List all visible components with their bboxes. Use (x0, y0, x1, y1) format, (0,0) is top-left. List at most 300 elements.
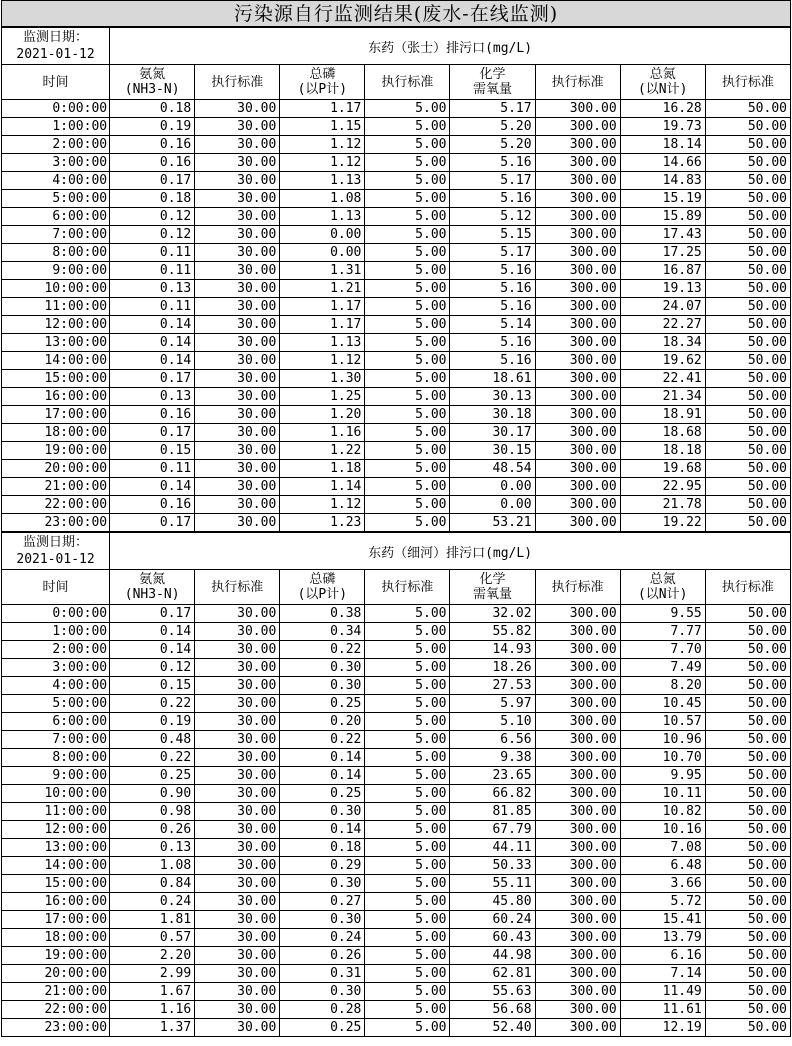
value-cell: 30.00 (195, 154, 280, 172)
value-cell: 50.00 (705, 424, 790, 442)
value-cell: 5.00 (365, 442, 450, 460)
value-cell: 5.00 (365, 226, 450, 244)
value-cell: 50.00 (705, 496, 790, 514)
time-cell: 16:00:00 (2, 893, 110, 911)
time-cell: 2:00:00 (2, 641, 110, 659)
value-cell: 5.00 (365, 623, 450, 641)
value-cell: 30.00 (195, 965, 280, 983)
value-cell: 5.00 (365, 514, 450, 532)
value-cell: 0.25 (280, 695, 365, 713)
value-cell: 5.00 (365, 172, 450, 190)
column-header-line1: 总氮 (649, 572, 676, 587)
value-cell: 44.98 (450, 947, 535, 965)
value-cell: 300.00 (535, 496, 620, 514)
time-cell: 5:00:00 (2, 695, 110, 713)
value-cell: 300.00 (535, 947, 620, 965)
value-cell: 300.00 (535, 406, 620, 424)
value-cell: 300.00 (535, 262, 620, 280)
value-cell: 0.14 (110, 623, 195, 641)
value-cell: 50.00 (705, 659, 790, 677)
column-header-line1: 时间 (42, 579, 69, 595)
value-cell: 0.00 (450, 496, 535, 514)
value-cell: 300.00 (535, 677, 620, 695)
table-row (2, 478, 791, 496)
value-cell: 6.48 (620, 857, 705, 875)
value-cell: 5.72 (620, 893, 705, 911)
monitoring-table (1, 27, 791, 532)
value-cell: 1.81 (110, 911, 195, 929)
value-cell: 55.63 (450, 983, 535, 1001)
value-cell: 300.00 (535, 623, 620, 641)
table-row (2, 460, 791, 478)
value-cell: 50.00 (705, 677, 790, 695)
value-cell: 24.07 (620, 298, 705, 316)
value-cell: 0.98 (110, 803, 195, 821)
column-header-line2: (NH3-N) (124, 587, 180, 602)
value-cell: 0.14 (280, 821, 365, 839)
value-cell: 18.18 (620, 442, 705, 460)
value-cell: 30.00 (195, 695, 280, 713)
table-row (2, 514, 791, 532)
value-cell: 50.00 (705, 442, 790, 460)
value-cell: 50.00 (705, 1019, 790, 1037)
value-cell: 5.17 (450, 244, 535, 262)
value-cell: 50.00 (705, 244, 790, 262)
value-cell: 0.14 (110, 334, 195, 352)
value-cell: 6.56 (450, 731, 535, 749)
value-cell: 66.82 (450, 785, 535, 803)
table-row (2, 929, 791, 947)
column-header-line1: 氨氮 (139, 67, 166, 82)
value-cell: 30.00 (195, 406, 280, 424)
value-cell: 50.00 (705, 875, 790, 893)
value-cell: 10.82 (620, 803, 705, 821)
time-cell: 18:00:00 (2, 929, 110, 947)
value-cell: 0.12 (110, 226, 195, 244)
time-cell: 7:00:00 (2, 226, 110, 244)
value-cell: 5.16 (450, 334, 535, 352)
value-cell: 1.17 (280, 100, 365, 118)
value-cell: 50.00 (705, 767, 790, 785)
value-cell: 19.68 (620, 460, 705, 478)
table-row (2, 803, 791, 821)
value-cell: 1.15 (280, 118, 365, 136)
value-cell: 50.00 (705, 821, 790, 839)
value-cell: 50.00 (705, 695, 790, 713)
value-cell: 5.00 (365, 496, 450, 514)
value-cell: 5.00 (365, 695, 450, 713)
value-cell: 0.20 (280, 713, 365, 731)
value-cell: 300.00 (535, 731, 620, 749)
value-cell: 50.00 (705, 749, 790, 767)
column-header-line1: 执行标准 (211, 579, 264, 595)
value-cell: 1.37 (110, 1019, 195, 1037)
value-cell: 30.00 (195, 352, 280, 370)
monitoring-date-cell (2, 533, 110, 570)
value-cell: 5.00 (365, 893, 450, 911)
column-header-line1: 氨氮 (139, 572, 166, 587)
value-cell: 14.93 (450, 641, 535, 659)
value-cell: 62.81 (450, 965, 535, 983)
value-cell: 30.00 (195, 983, 280, 1001)
value-cell: 1.17 (280, 316, 365, 334)
value-cell: 50.00 (705, 731, 790, 749)
value-cell: 21.78 (620, 496, 705, 514)
value-cell: 5.00 (365, 965, 450, 983)
value-cell: 5.15 (450, 226, 535, 244)
value-cell: 9.55 (620, 605, 705, 623)
value-cell: 300.00 (535, 334, 620, 352)
value-cell: 18.34 (620, 334, 705, 352)
value-cell: 5.00 (365, 785, 450, 803)
value-cell: 0.17 (110, 172, 195, 190)
value-cell: 0.14 (280, 749, 365, 767)
value-cell: 18.68 (620, 424, 705, 442)
value-cell: 30.00 (195, 172, 280, 190)
value-cell: 30.00 (195, 1001, 280, 1019)
table-row (2, 118, 791, 136)
value-cell: 30.17 (450, 424, 535, 442)
time-cell: 18:00:00 (2, 424, 110, 442)
time-cell: 8:00:00 (2, 244, 110, 262)
value-cell: 300.00 (535, 352, 620, 370)
value-cell: 300.00 (535, 803, 620, 821)
value-cell: 30.00 (195, 857, 280, 875)
column-header-line1: 执行标准 (721, 74, 774, 90)
value-cell: 9.95 (620, 767, 705, 785)
value-cell: 5.16 (450, 352, 535, 370)
value-cell: 1.20 (280, 406, 365, 424)
value-cell: 1.18 (280, 460, 365, 478)
value-cell: 1.08 (280, 190, 365, 208)
value-cell: 7.77 (620, 623, 705, 641)
value-cell: 300.00 (535, 857, 620, 875)
column-header-line1: 执行标准 (721, 579, 774, 595)
value-cell: 5.00 (365, 839, 450, 857)
table-row (2, 641, 791, 659)
column-header-line1: 执行标准 (381, 579, 434, 595)
value-cell: 30.00 (195, 605, 280, 623)
value-cell: 1.13 (280, 334, 365, 352)
value-cell: 5.00 (365, 262, 450, 280)
value-cell: 60.24 (450, 911, 535, 929)
value-cell: 0.11 (110, 460, 195, 478)
column-header (2, 65, 110, 100)
time-cell: 11:00:00 (2, 298, 110, 316)
value-cell: 5.00 (365, 316, 450, 334)
value-cell: 12.19 (620, 1019, 705, 1037)
value-cell: 5.16 (450, 298, 535, 316)
value-cell: 0.17 (110, 424, 195, 442)
time-cell: 13:00:00 (2, 334, 110, 352)
value-cell: 0.25 (280, 1019, 365, 1037)
table-row (2, 298, 791, 316)
table-row (2, 172, 791, 190)
value-cell: 30.00 (195, 1019, 280, 1037)
value-cell: 18.14 (620, 136, 705, 154)
column-header-line1: 总磷 (309, 67, 336, 82)
value-cell: 30.00 (195, 767, 280, 785)
table-row (2, 496, 791, 514)
value-cell: 5.00 (365, 983, 450, 1001)
value-cell: 5.16 (450, 262, 535, 280)
value-cell: 3.66 (620, 875, 705, 893)
value-cell: 300.00 (535, 983, 620, 1001)
value-cell: 1.13 (280, 172, 365, 190)
time-cell: 10:00:00 (2, 280, 110, 298)
value-cell: 5.00 (365, 713, 450, 731)
time-cell: 6:00:00 (2, 713, 110, 731)
time-cell: 17:00:00 (2, 911, 110, 929)
value-cell: 0.19 (110, 713, 195, 731)
monitoring-date-value: 2021-01-12 (16, 47, 95, 62)
value-cell: 0.30 (280, 983, 365, 1001)
value-cell: 5.10 (450, 713, 535, 731)
time-cell: 19:00:00 (2, 947, 110, 965)
value-cell: 5.00 (365, 190, 450, 208)
value-cell: 5.97 (450, 695, 535, 713)
value-cell: 0.00 (280, 244, 365, 262)
value-cell: 11.49 (620, 983, 705, 1001)
value-cell: 5.00 (365, 857, 450, 875)
table-row (2, 875, 791, 893)
value-cell: 0.30 (280, 659, 365, 677)
value-cell: 0.24 (280, 929, 365, 947)
value-cell: 300.00 (535, 785, 620, 803)
value-cell: 5.00 (365, 100, 450, 118)
value-cell: 15.19 (620, 190, 705, 208)
value-cell: 0.17 (110, 514, 195, 532)
value-cell: 1.25 (280, 388, 365, 406)
table-info-row (2, 533, 791, 570)
value-cell: 55.82 (450, 623, 535, 641)
value-cell: 0.16 (110, 496, 195, 514)
column-header-line2: (NH3-N) (124, 82, 180, 97)
value-cell: 5.00 (365, 136, 450, 154)
value-cell: 30.00 (195, 839, 280, 857)
value-cell: 0.00 (450, 478, 535, 496)
value-cell: 11.61 (620, 1001, 705, 1019)
table-row (2, 154, 791, 172)
value-cell: 30.00 (195, 280, 280, 298)
value-cell: 30.00 (195, 785, 280, 803)
value-cell: 30.00 (195, 875, 280, 893)
value-cell: 0.16 (110, 406, 195, 424)
value-cell: 0.11 (110, 298, 195, 316)
value-cell: 30.00 (195, 136, 280, 154)
table-row (2, 911, 791, 929)
value-cell: 8.20 (620, 677, 705, 695)
value-cell: 0.38 (280, 605, 365, 623)
value-cell: 50.00 (705, 965, 790, 983)
value-cell: 14.66 (620, 154, 705, 172)
value-cell: 1.22 (280, 442, 365, 460)
value-cell: 0.27 (280, 893, 365, 911)
value-cell: 30.00 (195, 424, 280, 442)
column-header (280, 570, 365, 605)
value-cell: 300.00 (535, 370, 620, 388)
time-cell: 21:00:00 (2, 983, 110, 1001)
value-cell: 300.00 (535, 641, 620, 659)
value-cell: 0.00 (280, 226, 365, 244)
table-row (2, 983, 791, 1001)
outlet-name: 东药（张士）排污口(mg/L) (110, 28, 791, 65)
time-cell: 21:00:00 (2, 478, 110, 496)
column-header (110, 65, 195, 100)
value-cell: 5.16 (450, 154, 535, 172)
value-cell: 300.00 (535, 136, 620, 154)
value-cell: 0.26 (110, 821, 195, 839)
value-cell: 18.26 (450, 659, 535, 677)
value-cell: 5.00 (365, 406, 450, 424)
value-cell: 300.00 (535, 767, 620, 785)
value-cell: 0.30 (280, 677, 365, 695)
time-cell: 4:00:00 (2, 677, 110, 695)
value-cell: 50.00 (705, 118, 790, 136)
value-cell: 0.11 (110, 262, 195, 280)
value-cell: 50.00 (705, 929, 790, 947)
column-header (450, 570, 535, 605)
value-cell: 0.22 (280, 641, 365, 659)
value-cell: 6.16 (620, 947, 705, 965)
value-cell: 1.12 (280, 136, 365, 154)
column-header (705, 570, 790, 605)
value-cell: 50.00 (705, 172, 790, 190)
time-cell: 9:00:00 (2, 262, 110, 280)
value-cell: 0.14 (110, 478, 195, 496)
value-cell: 50.00 (705, 262, 790, 280)
time-cell: 20:00:00 (2, 460, 110, 478)
table-row (2, 1001, 791, 1019)
column-header-line2: 需氧量 (473, 587, 513, 602)
monitoring-date-cell (2, 28, 110, 65)
value-cell: 50.00 (705, 911, 790, 929)
value-cell: 5.00 (365, 154, 450, 172)
value-cell: 5.16 (450, 280, 535, 298)
value-cell: 30.00 (195, 514, 280, 532)
value-cell: 0.57 (110, 929, 195, 947)
table-row (2, 370, 791, 388)
value-cell: 0.34 (280, 623, 365, 641)
value-cell: 16.87 (620, 262, 705, 280)
time-cell: 11:00:00 (2, 803, 110, 821)
column-header-line1: 时间 (42, 74, 69, 90)
value-cell: 5.00 (365, 298, 450, 316)
column-header-line1: 执行标准 (211, 74, 264, 90)
value-cell: 0.15 (110, 442, 195, 460)
value-cell: 50.00 (705, 280, 790, 298)
value-cell: 300.00 (535, 514, 620, 532)
time-cell: 17:00:00 (2, 406, 110, 424)
value-cell: 53.21 (450, 514, 535, 532)
value-cell: 14.83 (620, 172, 705, 190)
value-cell: 0.25 (280, 785, 365, 803)
value-cell: 30.00 (195, 262, 280, 280)
value-cell: 300.00 (535, 1019, 620, 1037)
value-cell: 48.54 (450, 460, 535, 478)
table-row (2, 965, 791, 983)
value-cell: 5.14 (450, 316, 535, 334)
value-cell: 30.00 (195, 677, 280, 695)
value-cell: 0.16 (110, 154, 195, 172)
time-cell: 3:00:00 (2, 659, 110, 677)
column-header-line1: 化学 (479, 572, 506, 587)
value-cell: 0.14 (110, 352, 195, 370)
column-header (450, 65, 535, 100)
time-cell: 12:00:00 (2, 821, 110, 839)
column-header (620, 65, 705, 100)
value-cell: 0.90 (110, 785, 195, 803)
value-cell: 0.31 (280, 965, 365, 983)
value-cell: 50.00 (705, 352, 790, 370)
value-cell: 30.00 (195, 893, 280, 911)
column-header (110, 570, 195, 605)
time-cell: 12:00:00 (2, 316, 110, 334)
table-row (2, 785, 791, 803)
value-cell: 30.00 (195, 460, 280, 478)
table-row (2, 857, 791, 875)
value-cell: 30.00 (195, 749, 280, 767)
value-cell: 5.00 (365, 208, 450, 226)
time-cell: 2:00:00 (2, 136, 110, 154)
table-row (2, 821, 791, 839)
value-cell: 30.00 (195, 659, 280, 677)
value-cell: 18.61 (450, 370, 535, 388)
value-cell: 5.00 (365, 244, 450, 262)
value-cell: 300.00 (535, 442, 620, 460)
value-cell: 30.00 (195, 803, 280, 821)
value-cell: 1.67 (110, 983, 195, 1001)
table-row (2, 677, 791, 695)
value-cell: 300.00 (535, 460, 620, 478)
column-header-line1: 执行标准 (551, 74, 604, 90)
value-cell: 30.00 (195, 478, 280, 496)
value-cell: 23.65 (450, 767, 535, 785)
table-row (2, 262, 791, 280)
value-cell: 0.84 (110, 875, 195, 893)
time-cell: 10:00:00 (2, 785, 110, 803)
value-cell: 44.11 (450, 839, 535, 857)
table-row (2, 100, 791, 118)
value-cell: 1.30 (280, 370, 365, 388)
table-row (2, 623, 791, 641)
value-cell: 30.13 (450, 388, 535, 406)
value-cell: 50.00 (705, 208, 790, 226)
value-cell: 50.00 (705, 190, 790, 208)
value-cell: 5.00 (365, 803, 450, 821)
value-cell: 16.28 (620, 100, 705, 118)
value-cell: 19.73 (620, 118, 705, 136)
value-cell: 300.00 (535, 839, 620, 857)
value-cell: 30.00 (195, 496, 280, 514)
value-cell: 30.00 (195, 911, 280, 929)
value-cell: 1.16 (280, 424, 365, 442)
monitoring-date-value: 2021-01-12 (16, 552, 95, 567)
value-cell: 15.41 (620, 911, 705, 929)
value-cell: 30.00 (195, 118, 280, 136)
value-cell: 5.00 (365, 1019, 450, 1037)
value-cell: 30.00 (195, 821, 280, 839)
value-cell: 50.33 (450, 857, 535, 875)
value-cell: 50.00 (705, 623, 790, 641)
value-cell: 300.00 (535, 695, 620, 713)
value-cell: 1.08 (110, 857, 195, 875)
time-cell: 13:00:00 (2, 839, 110, 857)
time-cell: 23:00:00 (2, 1019, 110, 1037)
value-cell: 45.80 (450, 893, 535, 911)
value-cell: 300.00 (535, 659, 620, 677)
value-cell: 0.30 (280, 911, 365, 929)
